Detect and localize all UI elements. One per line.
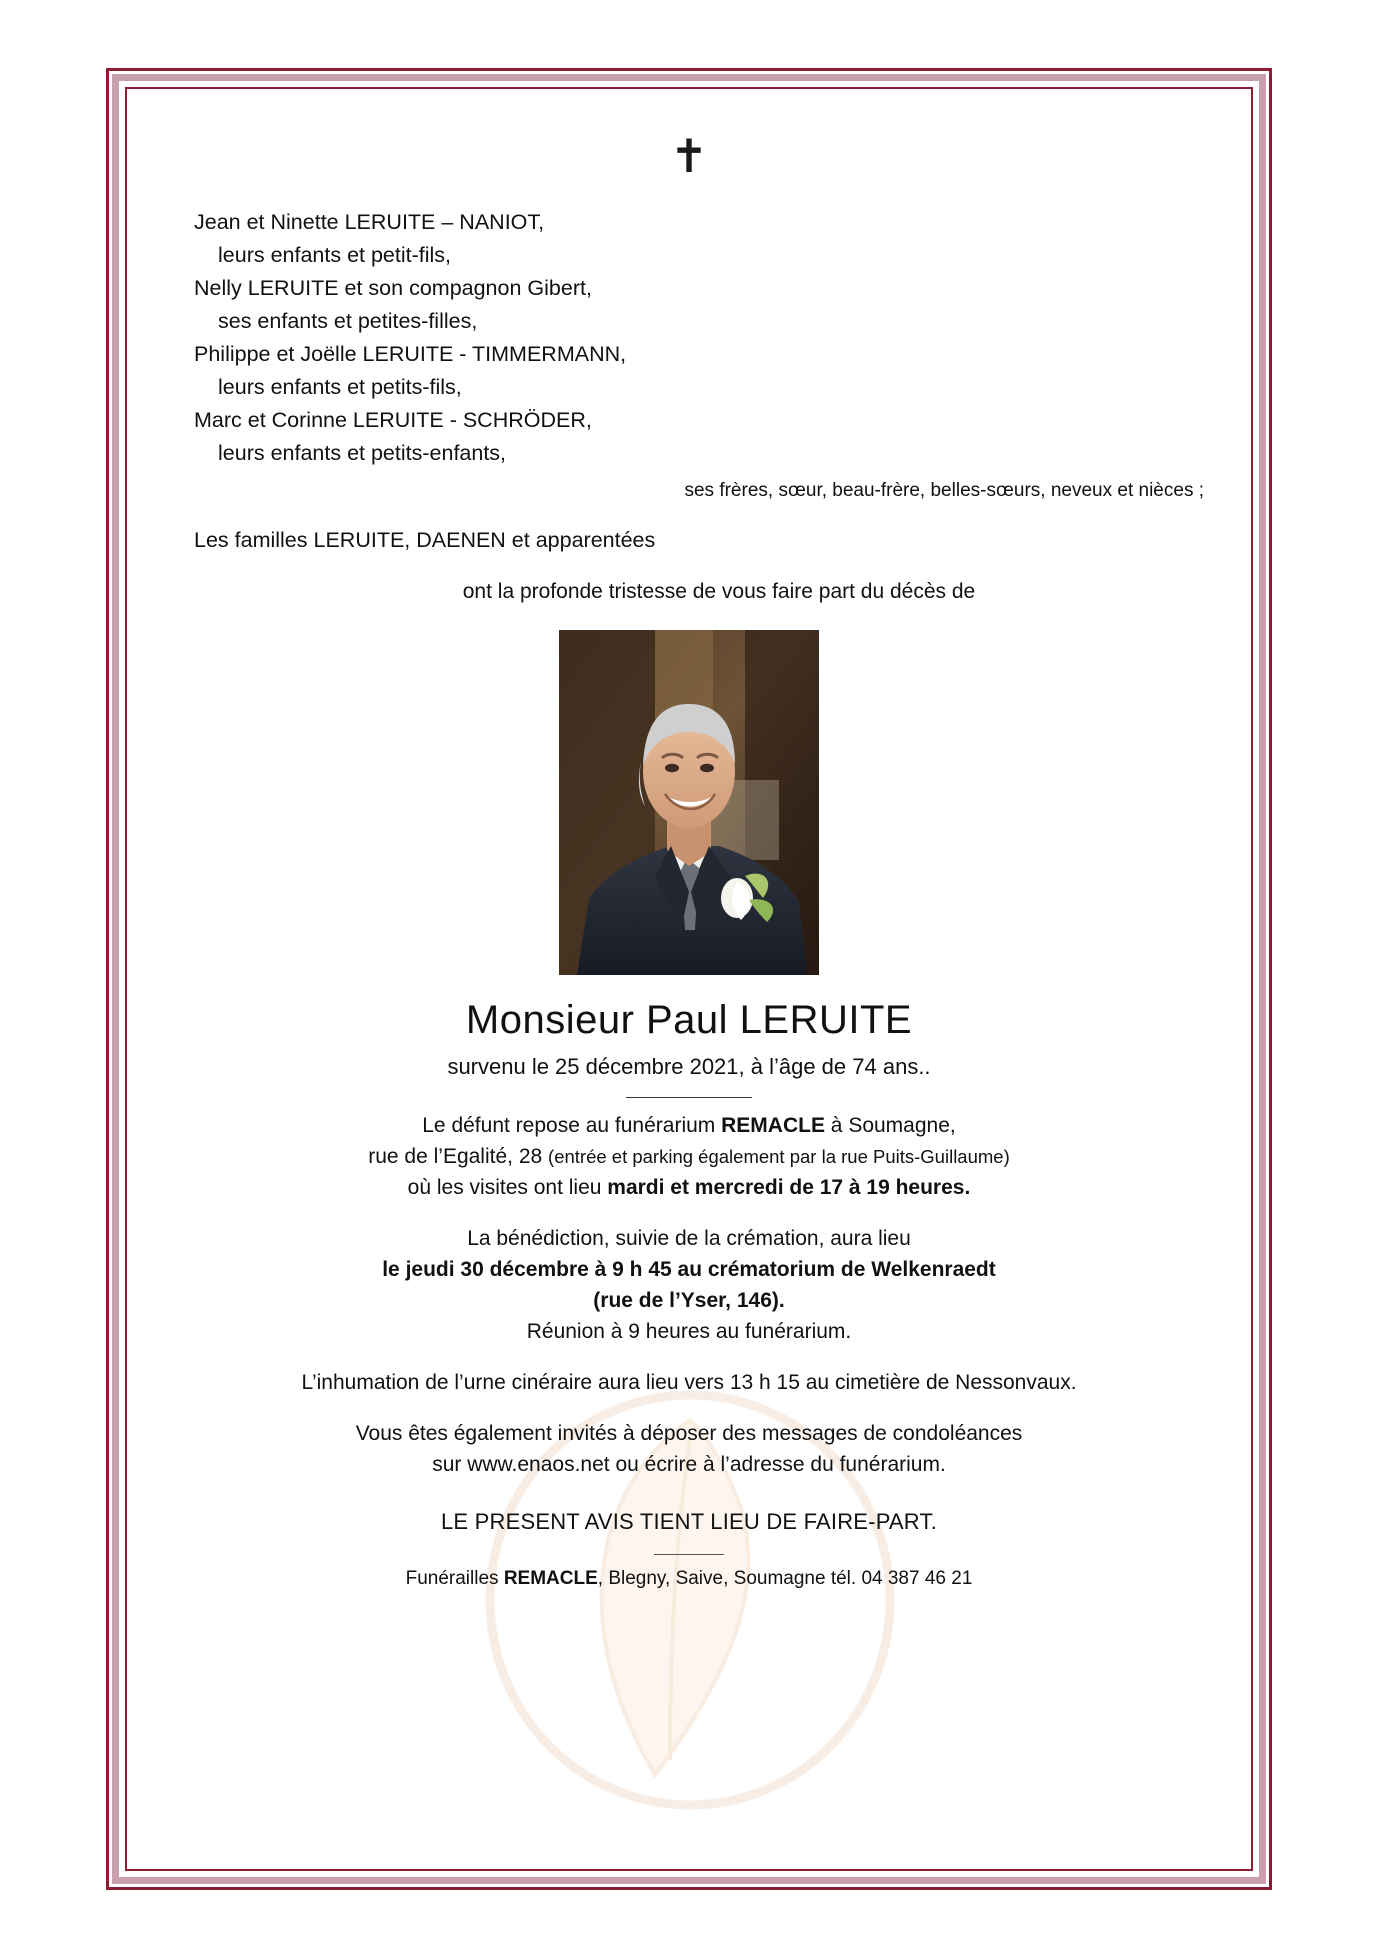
funeral-home-block <box>168 1110 1210 1203</box>
family-line: leurs enfants et petits-fils, <box>218 375 462 399</box>
divider <box>626 1097 752 1098</box>
ceremony-line-2: le jeudi 30 décembre à 9 h 45 au crématorium de Welkenraedt <box>382 1258 996 1281</box>
announcement-content <box>128 90 1250 1868</box>
visiting-hours: mardi et mercredi de 17 à 19 heures. <box>607 1176 971 1199</box>
family-line: leurs enfants et petits-enfants, <box>218 441 507 465</box>
footer-funeral-company <box>168 1565 1210 1593</box>
portrait-container <box>168 630 1210 975</box>
announcement-line: ont la profonde tristesse de vous faire part du décès de <box>462 580 976 603</box>
company-contact: , Blegny, Saive, Soumagne tél. 04 387 46 21 <box>597 1568 973 1589</box>
family-line: Philippe et Joëlle LERUITE - TIMMERMANN, <box>194 342 627 366</box>
text: où les visites ont lieu <box>407 1176 608 1199</box>
family-list <box>168 206 1210 470</box>
cross-icon: ✝ <box>669 131 709 182</box>
funeral-home-line-3 <box>168 1172 1210 1203</box>
ceremony-line-3: (rue de l’Yser, 146). <box>593 1289 785 1312</box>
text: Le défunt repose au funérarium <box>422 1114 722 1137</box>
family-line: Marc et Corinne LERUITE - SCHRÖDER, <box>194 408 592 432</box>
text: Funérailles <box>405 1568 504 1589</box>
condolences-line-2: sur www.enaos.net ou écrire à l’adresse du funérarium. <box>432 1453 946 1476</box>
text: à Soumagne, <box>824 1114 956 1137</box>
family-line: leurs enfants et petit-fils, <box>218 243 452 267</box>
company-name: REMACLE <box>503 1568 598 1589</box>
deceased-details: survenu le 25 décembre 2021, à l’âge de 74 ans.. <box>447 1054 931 1079</box>
condolences-block <box>168 1418 1210 1480</box>
family-line: Jean et Ninette LERUITE – NANIOT, <box>194 210 545 234</box>
divider-small <box>654 1554 724 1555</box>
legal-notice: LE PRESENT AVIS TIENT LIEU DE FAIRE-PART. <box>440 1509 938 1534</box>
funeral-home-line-1 <box>168 1110 1210 1141</box>
burial-line: L’inhumation de l’urne cinéraire aura lieu vers 13 h 15 au cimetière de Nessonvaux. <box>301 1371 1077 1394</box>
text: rue de l’Egalité, 28 <box>368 1145 549 1168</box>
family-line: Nelly LERUITE et son compagnon Gibert, <box>194 276 592 300</box>
ceremony-line-1: La bénédiction, suivie de la crémation, aura lieu <box>467 1227 911 1250</box>
condolences-line-1: Vous êtes également invités à déposer des messages de condoléances <box>355 1422 1023 1445</box>
funeral-home-name: REMACLE <box>721 1114 825 1137</box>
parking-note: (entrée et parking également par la rue Puits-Guillaume) <box>548 1146 1010 1167</box>
portrait-photo <box>559 630 819 975</box>
ceremony-line-4: Réunion à 9 heures au funérarium. <box>526 1320 852 1343</box>
ceremony-block <box>168 1223 1210 1347</box>
families-line: Les familles LERUITE, DAENEN et apparentées <box>194 528 656 552</box>
funeral-home-line-2 <box>168 1141 1210 1172</box>
family-line: ses enfants et petites-filles, <box>218 309 478 333</box>
siblings-line: ses frères, sœur, beau-frère, belles-sœurs, neveux et nièces ; <box>684 480 1204 501</box>
deceased-name: Monsieur Paul LERUITE <box>465 998 913 1042</box>
